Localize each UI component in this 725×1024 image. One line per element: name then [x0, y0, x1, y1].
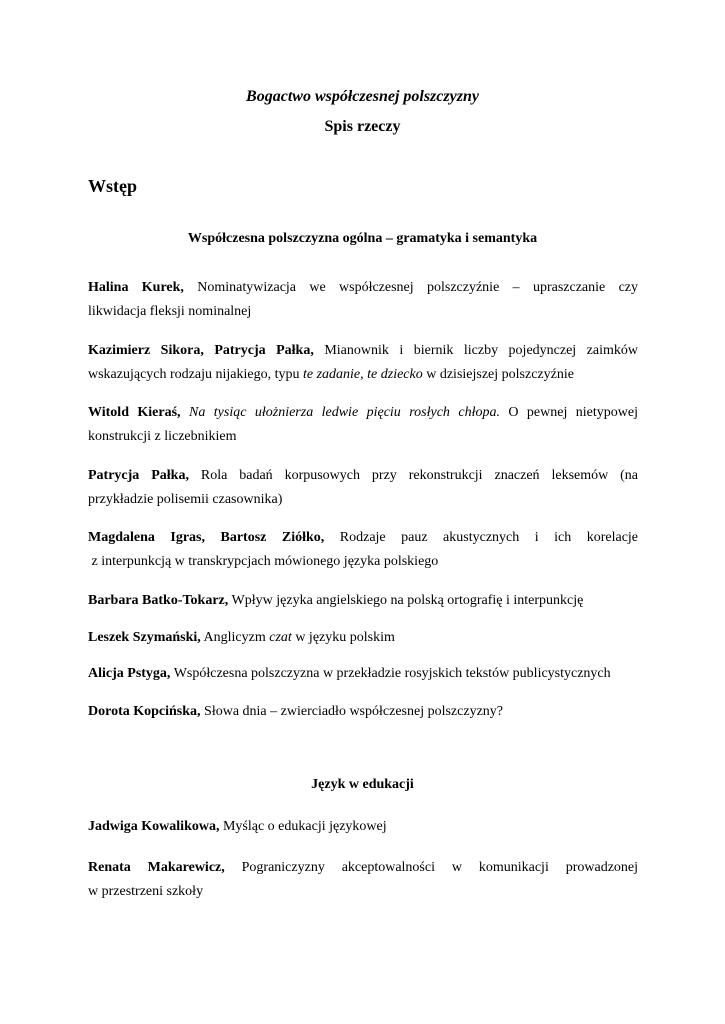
- toc-entry: [88, 589, 638, 613]
- entry-author: Patrycja Pałka,: [88, 468, 189, 483]
- entry-title: Anglicyzm: [203, 630, 270, 645]
- entry-title-cont: konstrukcji z liczebnikiem: [88, 429, 237, 444]
- entry-author: Renata Makarewicz,: [88, 860, 225, 875]
- entry-title-cont: wskazujących rodzaju nijakiego, typu: [88, 367, 303, 382]
- entry-title: Pograniczyzny akceptowalności w komunikacji prowadzonej: [241, 860, 639, 875]
- entry-author: Witold Kieraś,: [88, 405, 181, 420]
- entry-title-cont: przykładzie polisemii czasownika): [88, 492, 283, 507]
- entry-title-cont: w przestrzeni szkoły: [88, 884, 204, 899]
- section-title-grammar: Współczesna polszczyzna ogólna – gramatyka i semantyka: [187, 231, 538, 246]
- entry-author: Magdalena Igras, Bartosz Ziółko,: [88, 530, 325, 545]
- section-title-education: Język w edukacji: [311, 777, 414, 792]
- entry-author: Leszek Szymański,: [88, 630, 201, 645]
- toc-entry: [88, 276, 638, 324]
- entry-title: Rola badań korpusowych przy rekonstrukcji znaczeń leksemów (na: [200, 468, 639, 483]
- toc-entry: [88, 401, 638, 449]
- toc-entry: [88, 856, 638, 904]
- entry-title-italic: czat: [269, 630, 292, 645]
- entry-title-italic: te zadanie, te dziecko: [302, 367, 423, 382]
- entry-title: Nominatywizacja we współczesnej polszczyźnie – upraszczanie czy: [197, 280, 639, 295]
- toc-entry: [88, 464, 638, 512]
- entry-author: Barbara Batko-Tokarz,: [88, 593, 229, 608]
- toc-entry: [88, 339, 638, 387]
- book-title: Bogactwo współczesnej polszczyzny: [246, 88, 479, 105]
- toc-entry: [88, 662, 638, 686]
- entry-title: Mianownik i biernik liczby pojedynczej zaimków: [324, 343, 638, 358]
- toc-entry: [88, 700, 638, 724]
- entry-title: O pewnej nietypowej: [499, 405, 639, 420]
- entry-title-cont: likwidacja fleksji nominalnej: [88, 304, 252, 319]
- toc-entry: [88, 815, 638, 839]
- entry-author: Kazimierz Sikora, Patrycja Pałka,: [88, 343, 314, 358]
- entry-title-cont: z interpunkcją w transkrypcjach mówionego języka polskiego: [88, 554, 439, 569]
- toc-title: Spis rzeczy: [324, 118, 401, 135]
- entry-title: Rodzaje pauz akustycznych i ich korelacje: [339, 530, 639, 545]
- entry-title: Myśląc o edukacji językowej: [222, 819, 387, 834]
- toc-entry: [88, 626, 638, 650]
- intro-heading: Wstęp: [88, 176, 137, 196]
- entry-title: Słowa dnia – zwierciadło współczesnej polszczyzny?: [204, 704, 503, 719]
- entry-author: Halina Kurek,: [88, 280, 184, 295]
- entry-title-italic: Na tysiąc ułożnierza ledwie pięciu rosłych chłopa.: [189, 405, 500, 420]
- entry-title: Współczesna polszczyzna w przekładzie rosyjskich tekstów publicystycznych: [173, 666, 611, 681]
- entry-title-cont: w dzisiejszej polszczyźnie: [422, 367, 574, 382]
- entry-author: Alicja Pstyga,: [88, 666, 171, 681]
- entry-author: Jadwiga Kowalikowa,: [88, 819, 220, 834]
- entry-author: Dorota Kopcińska,: [88, 704, 201, 719]
- entry-title: w języku polskim: [291, 630, 395, 645]
- toc-entry: [88, 526, 638, 574]
- entry-title: Wpływ języka angielskiego na polską ortografię i interpunkcję: [231, 593, 584, 608]
